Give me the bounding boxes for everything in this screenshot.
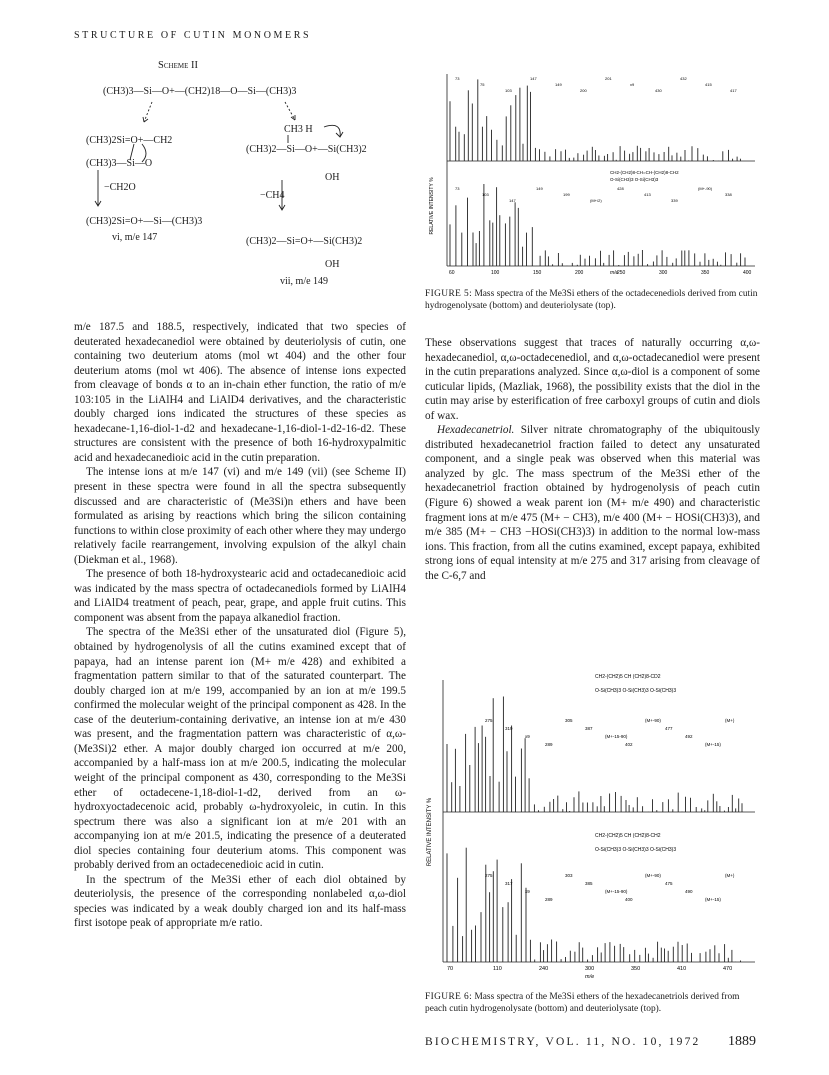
scheme-right-oh2: OH (325, 259, 340, 270)
left-paragraph-5: In the spectrum of the Me3Si ether of each diol obtained by deuteriolysis, the presence of the corresponding nonlabeled α,ω-diol species was indicated by a weak doubly charged ion and its half-mass first isotope peak of appropriate m/e ratio. (74, 873, 406, 930)
fig6-top-peak-label: 387 (585, 726, 593, 731)
fig6-xlabel: m/e (585, 974, 595, 980)
fig6-top-peak-label: 289 (545, 742, 553, 747)
scheme-right-bond (280, 115, 370, 145)
fig6-top-peak-label: 402 (625, 742, 633, 747)
fig6-top-peak-label: 477 (665, 726, 673, 731)
fig5-x-tick: 60 (449, 270, 455, 276)
fig6-top-peak-label: 305 (565, 718, 573, 723)
fig5-top-peak-label: 201 (605, 76, 612, 81)
scheme-top-formula: (CH3)3—Si—O+—(CH2)18—O—Si—(CH3)3 (103, 86, 297, 97)
fig5-bottom-peak-label: 428 (617, 186, 624, 191)
figure6-caption-label: FIGURE 6: (425, 992, 473, 1002)
fig5-top-peak-label: 75 (480, 82, 485, 87)
scheme-left-line2: (CH3)3—Si—O (86, 158, 153, 169)
page-number: 1889 (728, 1034, 756, 1049)
fig5-top-peak-label: 147 (530, 76, 537, 81)
fig6-top-peak-label: 492 (685, 734, 693, 739)
fig6-top-peak-label: (M+-90) (645, 718, 661, 723)
fig6-top-peak-label: 275 (485, 718, 493, 723)
fig6-top-peak-label: (M+-15-90) (605, 734, 628, 739)
fig5-bottom-peak-label: 73 (455, 186, 460, 191)
scheme-left-arrow (94, 170, 104, 210)
fig5-bottom-peak-label: 339 (671, 198, 678, 203)
fig6-x-tick: 70 (447, 966, 454, 972)
fig5-x-tick: 400 (743, 270, 752, 276)
scheme-title: Scheme II (158, 60, 198, 71)
fig6-bottom-peak-label: 317 (505, 881, 513, 886)
fig6-bottom-peak-label: 303 (565, 873, 573, 878)
fig5-bottom-peak-label: 103 (482, 192, 489, 197)
fig5-bottom-peak-label: 338 (725, 192, 732, 197)
fig5-x-tick: 150 (533, 270, 542, 276)
hexadecanetriol-heading: Hexadecanetriol. (437, 424, 515, 437)
fig5-bottom-peak-label: (M+/2) (590, 198, 602, 203)
right-paragraph-2 (425, 423, 760, 583)
fig6-x-tick: 240 (539, 966, 549, 972)
fig5-bottom-peak-label: 199 (563, 192, 570, 197)
fig6-bottom-peak-label: 289 (545, 897, 553, 902)
fig5-top-peak-label: 417 (730, 88, 737, 93)
fig6-top-peak-label: (M+) (725, 718, 735, 723)
figure5-spectra (425, 66, 765, 288)
figure5-caption-text: Mass spectra of the Me3Si ethers of the octadecenediols derived from cutin hydrogenolysate (bottom) and deuteriolysate (top). (425, 289, 758, 311)
fig5-top-peak-label: 200 (580, 88, 587, 93)
fig6-top-structure-sub: O-Si(CH3)3 O-Si(CH3)3 O-Si(CH3)3 (595, 688, 677, 694)
fig6-x-tick: 410 (677, 966, 687, 972)
scheme-right-top: CH3 H (284, 124, 313, 135)
fig6-top-structure: CH2-(CH2)5 CH (CH2)8-CD2 (595, 674, 661, 680)
fig5-top-peak-label: 430 (655, 88, 662, 93)
fig6-top-peak-label: x9 (525, 734, 530, 739)
fig5-xlabel: m/e (610, 270, 619, 276)
fig6-x-tick: 110 (493, 966, 502, 972)
fig6-bottom-peak-label: 385 (585, 881, 593, 886)
fig5-x-tick: 350 (701, 270, 710, 276)
fig6-bottom-peak-label: (M+-90) (645, 873, 661, 878)
scheme-left-bond (120, 140, 180, 170)
scheme-right-label: vii, m/e 149 (280, 276, 329, 287)
left-paragraph-3: The presence of both 18-hydroxystearic acid and octadecanedioic acid was indicated by the mass spectra of octadecanediols formed by LiAlH4 and LiAlD4 treatment of peach, pear, grape, and apple fruit cutins. This component was absent from the papaya alkanediol fraction. (74, 568, 406, 624)
scheme-right-arrow (278, 180, 288, 214)
fig5-bottom-peak-label: 149 (536, 186, 543, 191)
fig5-bottom-peak-label: (M+-90) (698, 186, 713, 191)
fig5-bottom-peak-label: 413 (644, 192, 651, 197)
fig5-top-peak-label: 149 (555, 82, 562, 87)
fig5-top-peak-label: 73 (455, 76, 460, 81)
right-column (425, 336, 760, 583)
fig6-top-peak-label: 319 (505, 726, 513, 731)
figure5-caption (425, 289, 760, 312)
fig5-x-tick: 250 (617, 270, 626, 276)
fig6-ylabel: RELATIVE INTENSITY % (427, 797, 433, 867)
right-paragraph-1: These observations suggest that traces of naturally occurring α,ω-hexadecanediol, α,ω-octadecenediol, and α,ω-octadecanediol were present in the cutin preparations analyzed. Since α,ω-diol is a component of some cuticular lipids, (Mazliak, 1968), the possibility exists that the diol in the cutin may arise by esterification of free carboxyl groups of cutin and diols of wax. (425, 337, 760, 422)
fig6-bottom-peak-label: x9 (525, 889, 530, 894)
scheme-left-label: vi, m/e 147 (112, 232, 158, 243)
figure6-spectra (425, 662, 765, 980)
fig5-structure: CH2-(CH2)8-CH=CH-(CH2)8-CH2 (610, 170, 679, 175)
fig6-bottom-structure: CH2-(CH2)5 CH (CH2)8-CH2 (595, 833, 661, 839)
fig5-top-peak-label: x9 (630, 82, 635, 87)
scheme-right-product: (CH3)2—Si=O+—Si(CH3)2 (246, 236, 363, 247)
left-paragraph-2: The intense ions at m/e 147 (vi) and m/e 149 (vii) (see Scheme II) present in these spectra were found in all the spectra subsequently discussed and are characteristic of (Me3Si)n ethers and have been formulated as arising by reactions which bring the silicon containing functions to within close proximity of each other where they may undergo relatively facile rearrangement, involving expulsion of the alkyl chain (Diekman et al., 1968). (74, 466, 406, 566)
left-paragraph-1: m/e 187.5 and 188.5, respectively, indicated that two species of deuterated hexadecanediol were obtained by deuteriolysis of cutin, one containing two deuterium atoms (mol wt 404) and the other four deuterium atoms (mol wt 406). The absence of intense ions expected from cleavage of bonds α to an in-chain ether function, the ratio of m/e 103:105 in the LiAlH4 and LiAlD4 derivatives, and the characteristic doubly charged ions indicated the structures of these species as hexadecane-1,16-diol-1-d2 and hexadecane-1,16-diol-1-d2-16-d2. These structures are consistent with the presence of both 16-hydroxypalmitic acid and hexadecanedioic acid in the cutin preparation. (74, 321, 406, 464)
scheme-left-product: (CH3)2Si=O+—Si—(CH3)3 (86, 216, 203, 227)
fig5-top-peak-label: 432 (680, 76, 687, 81)
scheme-right-oh: OH (325, 172, 340, 183)
left-paragraph-4: The spectra of the Me3Si ether of the unsaturated diol (Figure 5), obtained by hydrogenolysis of all the cutins examined except that of papaya, had an intense parent ion (M+ m/e 428) and exhibited a fragmentation pattern similar to that of the saturated counterpart. The doubly charged ion at m/e 199, accompanied by an ion at m/e 199.5 confirmed the molecular weight of the principal component as 428. In the case of the deuterium-containing derivative, an intense ion at m/e 430 was present, and the fragmentation pattern was characteristic of α,ω-(Me3Si)2 ether. A major doubly charged ion occurred at m/e 200, accompanied by a half-mass ion at m/e 200.5, indicating the molecular weight of the principal component as 430, corresponding to the Me3Si ether of octadecene-1,18-diol-1-d2, derived from an ω-hydroxyoctadecenoic acid, probably ω-hydroxyoleic, in cutin. In this spectrum there was also a significant ion at m/e 201 with an accompanying ion at m/e 201.5, indicating the presence of a deuterated diol species containing four deuterium atoms. This component was probably derived from an octadecenedioic acid in cutin. (74, 626, 406, 872)
fig5-structure-sub: O-Si(CH3)3 O-Si(CH3)3 (610, 177, 659, 182)
fig5-bottom-peak-label: 147 (509, 198, 516, 203)
scheme-right-loss: −CH4 (260, 190, 285, 201)
running-head: STRUCTURE OF CUTIN MONOMERS (74, 30, 312, 41)
fig6-x-tick: 470 (723, 966, 733, 972)
left-column (74, 320, 406, 931)
fig5-top-peak-label: 103 (505, 88, 512, 93)
scheme-left-line1: (CH3)2Si=O+—CH2 (86, 135, 173, 146)
scheme-right-middle: (CH3)2—Si—O+—Si(CH3)2 (246, 144, 367, 155)
fig6-bottom-peak-label: 400 (625, 897, 633, 902)
figure5-caption-label: FIGURE 5: (425, 289, 473, 299)
fig6-bottom-peak-label: (M+) (725, 873, 735, 878)
fig6-bottom-peak-label: (M+-15-90) (605, 889, 628, 894)
fig5-x-tick: 100 (491, 270, 500, 276)
fig5-ylabel: RELATIVE INTENSITY % (429, 177, 435, 235)
figure6-caption (425, 992, 760, 1015)
right-paragraph-2-text: Silver nitrate chromatography of the ubiquitously distributed hexadecanetriol fraction failed to detect any unsaturated component, and a single peak was observed when this material was analyzed by glc. The mass spectrum of the Me3Si ether of the hexadecanetriol fraction obtained by hydrogenolysis of peach cutin (Figure 6) showed a weak parent ion (M+ m/e 490) and characteristic fragment ions at m/e 475 (M+ − CH3), m/e 400 (M+ − HOSi(CH3)3), and m/e 385 (M+ − CH3 −HOSi(CH3)3) in addition to the normal low-mass ions. This fraction, from all the cutins examined, except papaya, exhibited strong ions of equal intensity at m/e 275 and 317 arising from cleavage of the C-6,7 and (425, 424, 761, 582)
figure6-caption-text: Mass spectra of the Me3Si ethers of the hexadecanetriols derived from peach cutin hydrogenolysate (bottom) and deuteriolysate (top). (425, 992, 740, 1014)
fig5-x-tick: 300 (659, 270, 668, 276)
fig6-bottom-peak-label: (M+-15) (705, 897, 721, 902)
fig6-bottom-peak-label: 475 (665, 881, 673, 886)
scheme-left-loss: −CH2O (104, 182, 136, 193)
fig6-x-tick: 350 (631, 966, 641, 972)
fig6-top-peak-label: (M+-15) (705, 742, 721, 747)
fig6-bottom-structure-sub: O-Si(CH3)3 O-Si(CH3)3 O-Si(CH3)3 (595, 847, 677, 853)
journal-footer: BIOCHEMISTRY, VOL. 11, NO. 10, 1972 (425, 1036, 701, 1048)
fig5-top-peak-label: 415 (705, 82, 712, 87)
fig6-bottom-peak-label: 275 (485, 873, 493, 878)
fig6-x-tick: 300 (585, 966, 595, 972)
fig6-bottom-peak-label: 490 (685, 889, 693, 894)
fig5-x-tick: 200 (575, 270, 584, 276)
